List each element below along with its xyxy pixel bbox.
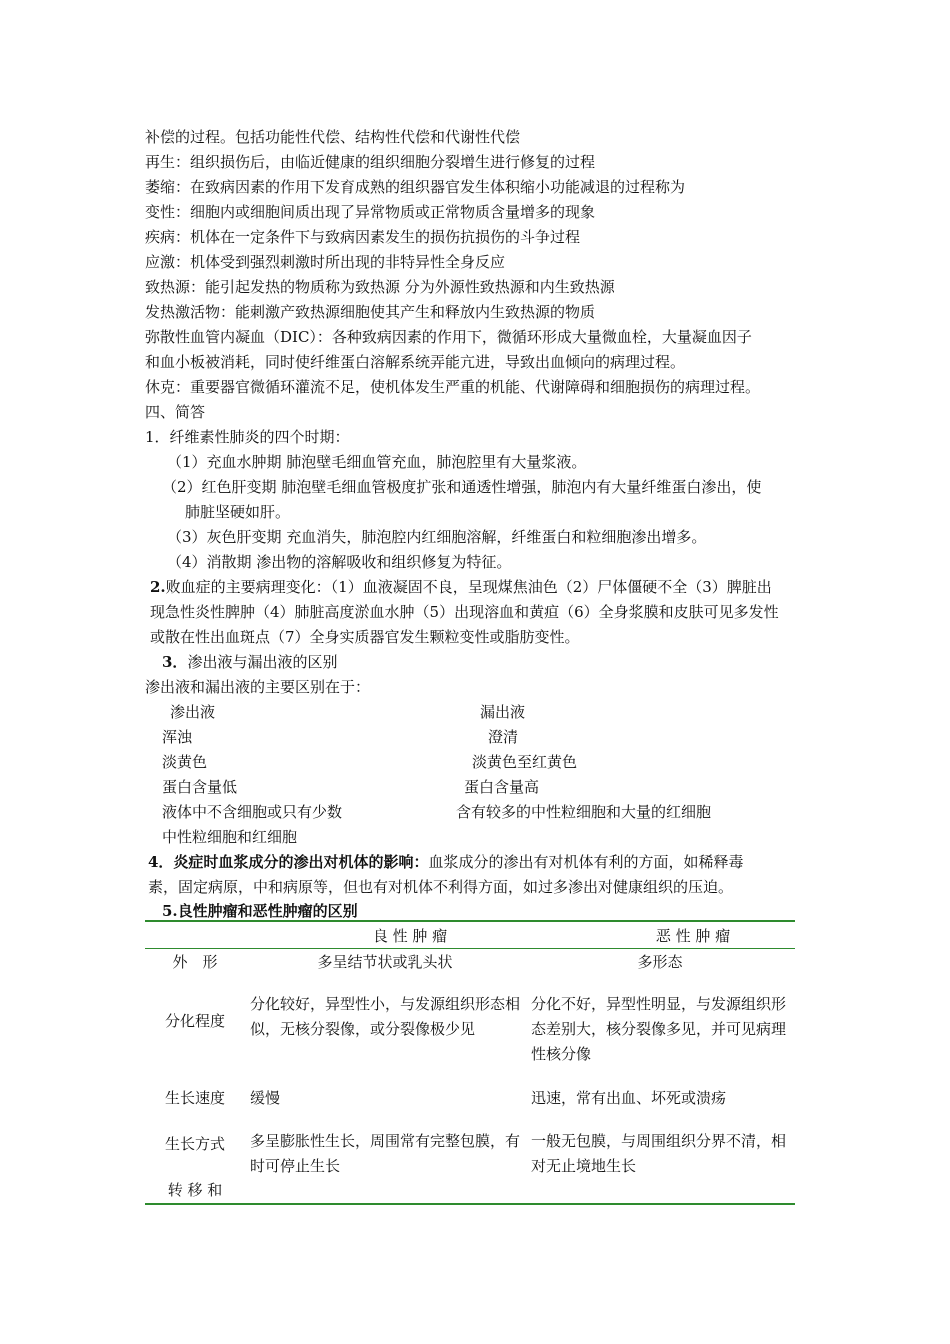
text-line: 渗出液和漏出液的主要区别在于：: [145, 678, 371, 696]
table-header-rule: [145, 948, 795, 949]
row-label: 生长速度: [164, 1089, 225, 1107]
text-line: 萎缩：在致病因素的作用下发育成熟的组织器官发生体积缩小功能减退的过程称为: [145, 178, 686, 196]
text-line: 弥散性血管内凝血（DIC）：各种致病因素的作用下，微循环形成大量微血栓，大量凝血因子: [145, 328, 752, 346]
comparison-cell: 中性粒细胞和红细胞: [162, 828, 298, 846]
text-line: 疾病：机体在一定条件下与致病因素发生的损伤抗损伤的斗争过程: [145, 228, 581, 246]
comparison-cell: 蛋白含量高: [464, 778, 540, 796]
row-label: 外 形: [172, 953, 218, 971]
text-line: 和血小板被消耗，同时使纤维蛋白溶解系统弄能亢进，导致出血倾向的病理过程。: [145, 353, 686, 371]
text-line: （2）红色肝变期 肺泡壁毛细血管极度扩张和通透性增强，肺泡内有大量纤维蛋白渗出，使: [162, 478, 762, 496]
row-label: 生长方式: [164, 1135, 225, 1153]
question-title: [148, 852, 743, 872]
row-label: 转 移 和: [167, 1181, 223, 1199]
malignant-cell: 迅速，常有出血、坏死或溃疡: [531, 1089, 727, 1107]
text-line: （4）消散期 渗出物的溶解吸收和组织修复为特征。: [167, 553, 512, 571]
text-line: 补偿的过程。包括功能性代偿、结构性代偿和代谢性代偿: [145, 128, 521, 146]
text-line: 肺脏坚硬如肝。: [185, 503, 291, 521]
question-number: 2.: [150, 578, 166, 596]
comparison-cell: 淡黄色: [162, 753, 208, 771]
malignant-cell: 一般无包膜，与周围组织分界不清，相对无止境地生长: [531, 1132, 787, 1175]
text-line: （1）充血水肿期 肺泡壁毛细血管充血，肺泡腔里有大量浆液。: [167, 453, 587, 471]
table-header-benign: 良 性 肿 瘤: [372, 927, 448, 945]
comparison-cell: 澄清: [488, 728, 519, 746]
malignant-cell: 分化不好，异型性明显，与发源组织形态差别大，核分裂像多见，并可见病理性核分像: [531, 995, 787, 1063]
question-title: [150, 577, 772, 597]
text-line: 素，固定病原，中和病原等，但也有对机体不利得方面，如过多渗出对健康组织的压迫。: [148, 878, 734, 896]
question-text: 败血症的主要病理变化：（1）血液凝固不良，呈现煤焦油色（2）尸体僵硬不全（3）脾脏出: [165, 578, 772, 596]
malignant-cell: 多形态: [637, 953, 683, 971]
question-heading: 4．炎症时血浆成分的渗出对机体的影响：: [148, 853, 429, 871]
text-line: 变性：细胞内或细胞间质出现了异常物质或正常物质含量增多的现象: [145, 203, 596, 221]
comparison-cell: 含有较多的中性粒细胞和大量的红细胞: [456, 803, 712, 821]
text-line: 再生：组织损伤后，由临近健康的组织细胞分裂增生进行修复的过程: [145, 153, 596, 171]
table-top-rule: [145, 920, 795, 922]
text-line: 应激：机体受到强烈刺激时所出现的非特异性全身反应: [145, 253, 506, 271]
text-line: 休克：重要器官微循环灌流不足，使机体发生严重的机能、代谢障碍和细胞损伤的病理过程。: [145, 378, 761, 396]
comparison-cell: 淡黄色至红黄色: [472, 753, 578, 771]
question-title: 1．纤维素性肺炎的四个时期：: [145, 428, 350, 446]
question-title: [162, 652, 337, 672]
comparison-cell: 蛋白含量低: [162, 778, 238, 796]
text-line: （3）灰色肝变期 充血消失，肺泡腔内红细胞溶解，纤维蛋白和粒细胞渗出增多。: [167, 528, 707, 546]
table-bottom-rule: [145, 1203, 795, 1205]
text-line: 或散在性出血斑点（7）全身实质器官发生颗粒变性或脂肪变性。: [150, 628, 580, 646]
text-line: 发热激活物：能刺激产致热源细胞使其产生和释放内生致热源的物质: [145, 303, 596, 321]
benign-cell: 多呈结节状或乳头状: [317, 953, 453, 971]
comparison-cell: 液体中不含细胞或只有少数: [162, 803, 343, 821]
text-line: 致热源：能引起发热的物质称为致热源 分为外源性致热源和内生致热源: [145, 278, 615, 296]
question-text: 渗出液与漏出液的区别: [187, 653, 338, 671]
table-header-malignant: 恶 性 肿 瘤: [655, 927, 731, 945]
benign-cell: 多呈膨胀性生长，周围常有完整包膜，有时可停止生长: [250, 1132, 521, 1175]
text-line: 现急性炎性脾肿（4）肺脏高度淤血水肿（5）出现溶血和黄疸（6）全身浆膜和皮肤可见多发性: [150, 603, 779, 621]
benign-cell: 分化较好，异型性小，与发源组织形态相似，无核分裂像，或分裂像极少见: [250, 995, 521, 1038]
section-heading: 四、简答: [145, 403, 206, 421]
comparison-header: 渗出液: [170, 703, 216, 721]
question-number: 3．: [162, 653, 188, 671]
comparison-header: 漏出液: [480, 703, 526, 721]
question-title: 5.良性肿瘤和恶性肿瘤的区别: [162, 902, 358, 920]
row-label: 分化程度: [164, 1012, 225, 1030]
question-text: 血浆成分的渗出有对机体有利的方面，如稀释毒: [428, 853, 744, 871]
comparison-cell: 浑浊: [162, 728, 193, 746]
benign-cell: 缓慢: [250, 1089, 281, 1107]
